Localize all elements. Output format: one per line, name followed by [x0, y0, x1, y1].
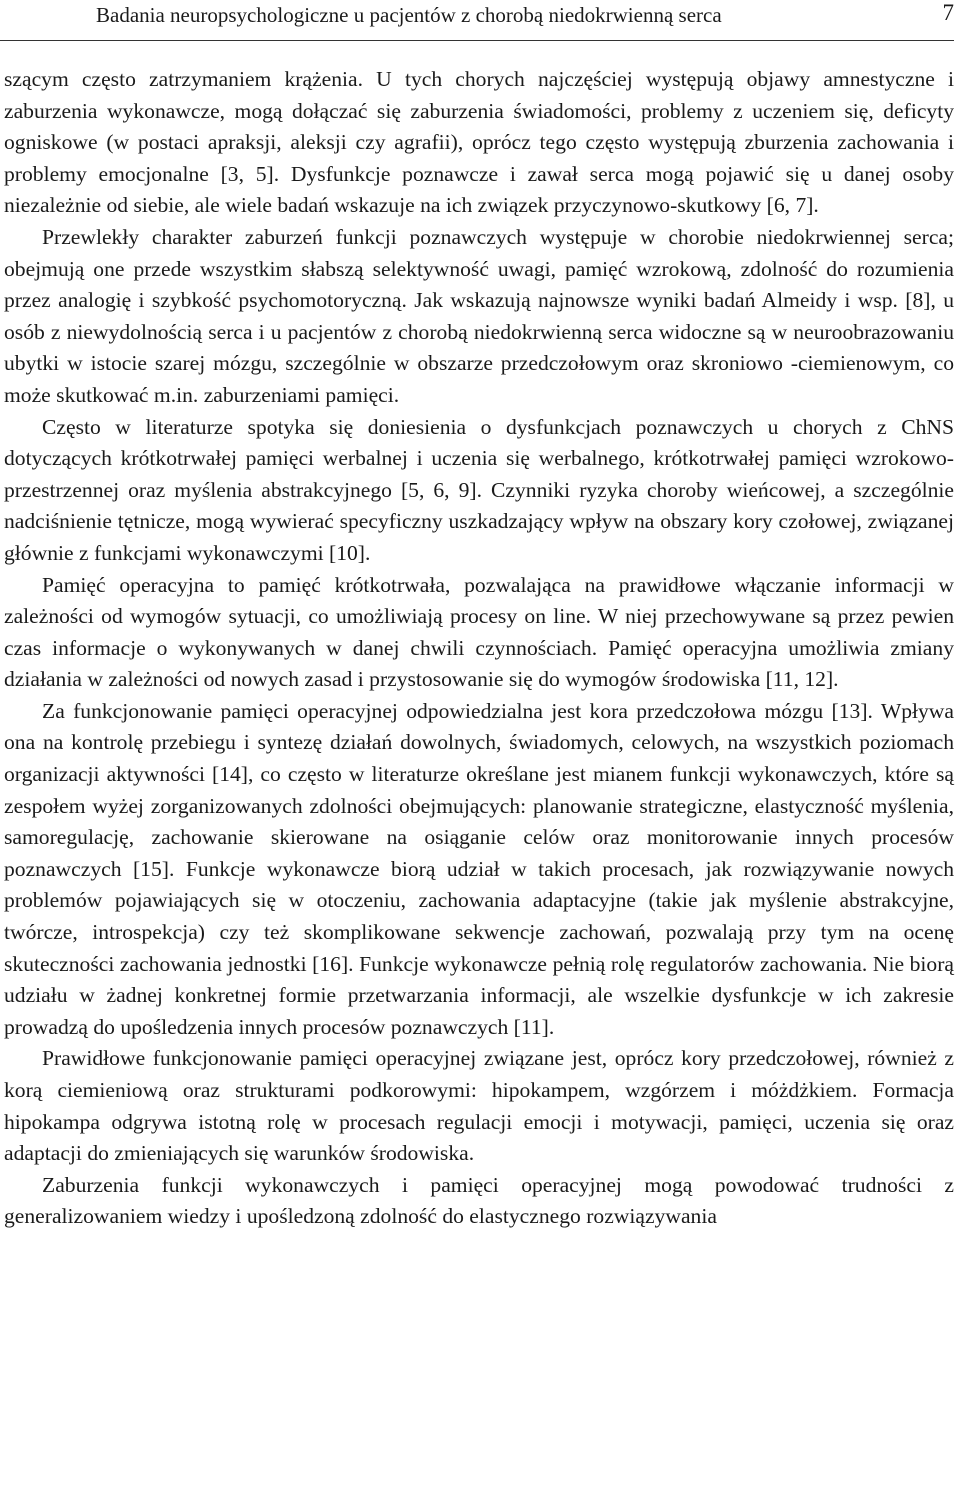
paragraph-6: Prawidłowe funkcjonowanie pamięci operacyjnej związane jest, oprócz kory przedczołowej, również z korą ciemieniową oraz strukturami podkorowymi: hipokampem, wzgórzem i móżdżkiem. Formacja hipokampa odgrywa istotną rolę w procesach regulacji emocji i motywacji, pamięci, uczenia się oraz adaptacji do zmieniających się warunków środowiska. — [4, 1046, 954, 1166]
running-header-title: Badania neuropsychologiczne u pacjentów z chorobą niedokrwienną serca — [96, 3, 722, 27]
paragraph-5: Za funkcjonowanie pamięci operacyjnej odpowiedzialna jest kora przedczołowa mózgu [13]. Wpływa ona na kontrolę przebiegu i syntezę działań dowolnych, świadomych, celowych, na wszystkich poziomach organizacji aktywności [14], co często w literaturze określane jest mianem funkcji wykonawczych, które są zespołem wyżej zorganizowanych zdolności obejmujących: planowanie strategiczne, elastyczność myślenia, samoregulację, zachowanie skierowane na osiąganie celów oraz monitorowanie innych procesów poznawczych [15]. Funkcje wykonawcze biorą udział w takich procesach, jak rozwiązywanie nowych problemów pojawiających się w otoczeniu, zachowania adaptacyjne (takie jak myślenie abstrakcyjne, twórcze, introspekcja) czy też skomplikowane sekwencje zachowań, pozwalają przy tym na ocenę skuteczności zachowania jednostki [16]. Funkcje wykonawcze pełnią rolę regulatorów zachowania. Nie biorą udziału w żadnej konkretnej formie przetwarzania informacji, ale wszelkie dysfunkcje w ich zakresie prowadzą do upośledzenia innych procesów poznawczych [11]. — [4, 698, 954, 1039]
paragraph-2: Przewlekły charakter zaburzeń funkcji poznawczych występuje w chorobie niedokrwiennej serca; obejmują one przede wszystkim słabszą selektywność uwagi, pamięć wzrokową, zdolność do rozumienia przez analogię i szybkość psychomotoryczną. Jak wskazują najnowsze wyniki badań Almeidy i wsp. [8], u osób z niewydolnością serca i u pacjentów z chorobą niedokrwienną serca widoczne są w neuroobrazowaniu ubytki w istocie szarej mózgu, szczególnie w obszarze przedczołowym oraz skroniowo -ciemienowym, co może skutkować m.in. zaburzeniami pamięci. — [4, 224, 954, 407]
page-number: 7 — [942, 0, 954, 25]
body-text — [4, 64, 954, 1233]
paragraph-7: Zaburzenia funkcji wykonawczych i pamięci operacyjnej mogą powodować trudności z generalizowaniem wiedzy i upośledzoną zdolność do elastycznego rozwiązywania — [4, 1172, 954, 1229]
paragraph-4: Pamięć operacyjna to pamięć krótkotrwała, pozwalająca na prawidłowe włączanie informacji w zależności od wymogów sytuacji, co umożliwiają procesy on line. W niej przechowywane są przez pewien czas informacje o wykonywanych w danej chwili czynnościach. Pamięć operacyjna umożliwia zmiany działania w zależności od nowych zasad i przystosowanie się do wymogów środowiska [11, 12]. — [4, 572, 954, 692]
running-header — [0, 0, 954, 41]
paragraph-1: szącym często zatrzymaniem krążenia. U tych chorych najczęściej występują objawy amnestyczne i zaburzenia wykonawcze, mogą dołączać się zaburzenia świadomości, problemy z uczeniem się, deficyty ogniskowe (w postaci apraksji, aleksji czy agrafii), oprócz tego często występują zburzenia zachowania i problemy emocjonalne [3, 5]. Dysfunkcje poznawcze i zawał serca mogą pojawić się u danej osoby niezależnie od siebie, ale wiele badań wskazuje na ich związek przyczynowo-skutkowy [6, 7]. — [4, 67, 954, 218]
paragraph-3: Często w literaturze spotyka się doniesienia o dysfunkcjach poznawczych u chorych z ChNS dotyczących krótkotrwałej pamięci werbalnej i uczenia się werbalnego, krótkotrwałej pamięci wzrokowo-przestrzennej oraz myślenia abstrakcyjnego [5, 6, 9]. Czynniki ryzyka choroby wieńcowej, a szczególnie nadciśnienie tętnicze, mogą wywierać specyficzny uszkadzający wpływ na obszary kory czołowej, związanej głównie z funkcjami wykonawczymi [10]. — [4, 414, 954, 565]
